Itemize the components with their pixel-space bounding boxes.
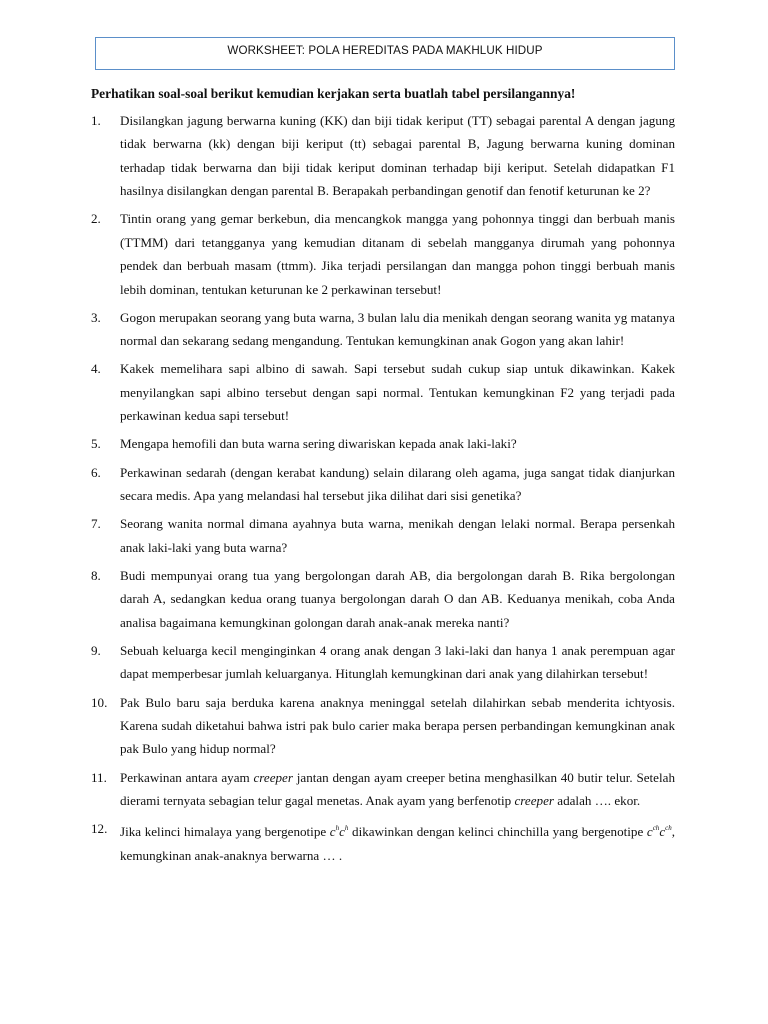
question-list bbox=[91, 109, 675, 872]
question-text-part: , kemungkinan anak-anaknya berwarna … . bbox=[120, 824, 676, 863]
question-number: 2. bbox=[91, 211, 101, 227]
question-text: Mengapa hemofili dan buta warna sering diwariskan kepada anak laki-laki? bbox=[120, 436, 517, 452]
allele-superscript: h bbox=[344, 824, 349, 833]
question-number: 4. bbox=[91, 361, 101, 377]
question-number: 8. bbox=[91, 567, 101, 583]
question-number: 3. bbox=[91, 309, 101, 325]
question-number: 1. bbox=[91, 113, 101, 128]
question-number: 7. bbox=[91, 516, 101, 532]
italic-term: creeper bbox=[514, 792, 554, 808]
question-text bbox=[120, 766, 675, 813]
question-text: Budi mempunyai orang tua yang bergolongan darah AB, dia bergolongan darah B. Rika bergolongan darah A, sedangkan kedua orang tuanya bergolongan darah O dan AB. Keduanya menikah, coba Anda analisa bagaimana kemungkinan golongan darah anak-anak mereka nanti? bbox=[120, 567, 675, 630]
question-item bbox=[91, 109, 675, 203]
question-text: Disilangkan jagung berwarna kuning (KK) dan biji tidak keriput (TT) sebagai parental A dengan jagung tidak berwarna (kk) dengan biji keriput (tt) sebagai parental B, Jagung berwarna kuning dominan terhadap tidak berwarna dan biji tidak keriput dominan terhadap biji keriput. Setelah didapatkan F1 hasilnya disilangkan dengan parental B. Berapakah perbandingan genotif dan fenotif keturunan ke 2? bbox=[120, 113, 675, 199]
question-text: Sebuah keluarga kecil menginginkan 4 orang anak dengan 3 laki-laki dan hanya 1 anak perempuan agar dapat memperbesar jumlah keluarganya. Hitunglah kemungkinan dari anak yang dilahirkan tersebut! bbox=[120, 642, 675, 682]
question-item bbox=[91, 639, 675, 686]
question-item bbox=[91, 461, 675, 508]
allele-letter: c bbox=[329, 824, 336, 840]
question-text: Gogon merupakan seorang yang buta warna, 3 bulan lalu dia menikah dengan seorang wanita yg matanya normal dan sekarang sedang mengandung. Tentukan kemungkinan anak Gogon yang akan lahir! bbox=[120, 309, 675, 349]
question-text: Tintin orang yang gemar berkebun, dia mencangkok mangga yang pohonnya tinggi dan berbuah manis (TTMM) dari tetangganya yang kemudian ditanam di sebelah mangganya dirumah yang pohonnya pendek dan berbuah masam (ttmm). Jika terjadi persilangan dan mangga pohon tinggi berbuah manis lebih dominan, tentukan keturunan ke 2 perkawinan tersebut! bbox=[120, 211, 675, 297]
question-item bbox=[91, 306, 675, 353]
question-item bbox=[91, 357, 675, 427]
allele-letter: c bbox=[646, 824, 653, 840]
question-text: Perkawinan sedarah (dengan kerabat kandung) selain dilarang oleh agama, juga sangat tidak dianjurkan secara medis. Apa yang melandasi hal tersebut jika dilihat dari sisi genetika? bbox=[120, 464, 675, 504]
title-box bbox=[95, 37, 675, 70]
allele-letter: c bbox=[659, 824, 666, 840]
question-item bbox=[91, 766, 675, 813]
question-text-part: dikawinkan dengan kelinci chinchilla yang bergenotipe bbox=[348, 824, 647, 840]
question-text-part: jantan dengan ayam creeper betina menghasilkan 40 butir telur. Setelah dierami ternyata sebagian telur gagal menetas. Anak ayam yang berfenotip bbox=[120, 769, 675, 808]
genotype-chinchilla bbox=[647, 824, 672, 839]
question-number: 5. bbox=[91, 436, 101, 452]
question-item bbox=[91, 817, 675, 867]
question-item bbox=[91, 691, 675, 761]
question-item bbox=[91, 432, 675, 455]
question-text: Pak Bulo baru saja berduka karena anaknya meninggal setelah dilahirkan sebab menderita ichtyosis. Karena sudah diketahui bahwa istri pak bulo carier maka berapa persen perbandingan kemungkinan anak pak Bulo yang hidup normal? bbox=[120, 694, 675, 757]
worksheet-title: WORKSHEET: POLA HEREDITAS PADA MAKHLUK HIDUP bbox=[227, 44, 543, 57]
italic-term: creeper bbox=[253, 769, 293, 785]
instruction-text: Perhatikan soal-soal berikut kemudian kerjakan serta buatlah tabel persilangannya! bbox=[91, 86, 576, 101]
question-item bbox=[91, 512, 675, 559]
genotype-himalaya bbox=[330, 824, 349, 839]
question-text bbox=[120, 817, 675, 867]
allele-superscript: ch bbox=[665, 824, 672, 833]
question-text-part: adalah …. ekor. bbox=[553, 792, 641, 808]
question-number: 11. bbox=[91, 769, 107, 785]
question-number: 6. bbox=[91, 464, 101, 480]
allele-superscript: h bbox=[335, 824, 340, 833]
question-item bbox=[91, 564, 675, 634]
question-item bbox=[91, 207, 675, 301]
question-text: Kakek memelihara sapi albino di sawah. Sapi tersebut sudah cukup siap untuk dikawinkan. Kakek menyilangkan sapi albino tersebut dengan sapi normal. Tentukan kemungkinan F2 yang terjadi pada perkawinan kedua sapi tersebut! bbox=[120, 361, 675, 424]
question-text-part: Perkawinan antara ayam bbox=[120, 769, 254, 785]
question-number: 9. bbox=[91, 642, 101, 658]
allele-letter: c bbox=[339, 824, 345, 840]
question-text-part: Jika kelinci himalaya yang bergenotipe bbox=[120, 824, 330, 840]
question-number: 12. bbox=[91, 821, 108, 837]
question-text: Seorang wanita normal dimana ayahnya buta warna, menikah dengan lelaki normal. Berapa persenkah anak laki-laki yang buta warna? bbox=[120, 516, 675, 555]
allele-superscript: ch bbox=[652, 824, 660, 833]
question-number: 10. bbox=[91, 694, 108, 710]
